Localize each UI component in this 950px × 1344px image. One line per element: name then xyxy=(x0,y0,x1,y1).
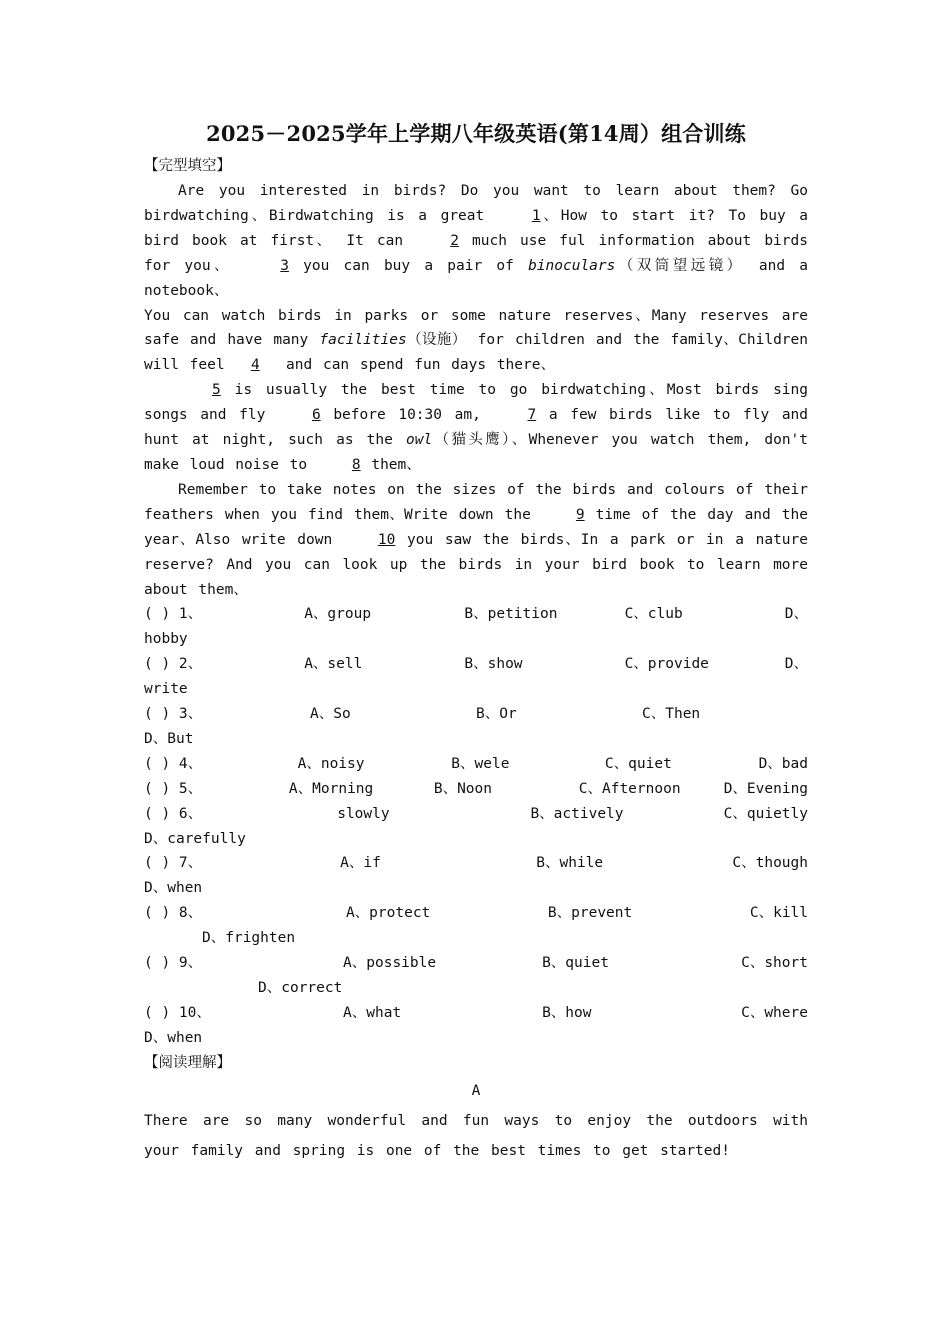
cloze-paragraph-1: Are you interested in birds? Do you want to learn about them? Go birdwatching、Birdwatching is a great 1、How to start it? To buy a bird book at first、 It can 2 much use ful information about birds for you、 3 you can buy a pair of binoculars（双筒望远镜） and a notebook、 xyxy=(144,183,808,299)
blank-4: 4 xyxy=(250,357,260,374)
cloze-paragraph-3: 5 is usually the best time to go birdwatching、Most birds sing songs and fly 6 before 10:30 am, 7 a few birds like to fly and hunt at night, such as the owl（猫头鹰）、Whenever you watch them, don't make loud noise to 8 them、 xyxy=(144,378,808,478)
blank-6: 6 xyxy=(311,407,321,424)
page-title: 2025－2025学年上学期八年级英语(第14周）组合训练 xyxy=(206,121,746,146)
term-owl-note: （猫头鹰） xyxy=(432,432,512,449)
blank-7: 7 xyxy=(527,407,537,424)
term-binoculars-note: （双筒望远镜） xyxy=(615,257,745,274)
question-item: ( ) 3、 A、So B、Or C、Then D、But xyxy=(144,706,701,747)
passage-label: A xyxy=(471,1082,481,1099)
question-item: ( ) 1、 A、group B、petition C、club D、 hobby xyxy=(144,606,808,648)
blank-2: 2 xyxy=(450,232,459,249)
question-item: ( ) 5、 A、Morning B、Noon C、Afternoon D、Evening xyxy=(144,780,809,797)
cloze-paragraph-4: Remember to take notes on the sizes of the birds and colours of their feathers when you find them、Write down the 9 time of the day and the year、Also write down 10 you saw the birds、In a park or in a nature reserve? And you can look up the birds in your bird book to learn more about them、 xyxy=(144,481,808,598)
reading-heading: 【阅读理解】 xyxy=(144,1054,231,1071)
question-item: ( ) 10、 A、what B、how C、where D、when xyxy=(144,1004,808,1046)
term-facilities: facilities xyxy=(319,332,407,349)
reading-paragraph-1: There are so many wonderful and fun ways to enjoy the outdoors with your family and spring is one of the best times to get started! xyxy=(144,1112,808,1159)
question-item: ( ) 7、 A、if B、while C、though D、when xyxy=(144,855,808,897)
question-item: ( ) 2、 A、sell B、show C、provide D、 write xyxy=(144,656,808,698)
question-item: ( ) 6、 slowly B、actively C、quietly D、carefully xyxy=(144,805,808,847)
term-facilities-note: （设施） xyxy=(406,332,467,349)
blank-5: 5 xyxy=(212,382,221,399)
question-item: ( ) 9、 A、possible B、quiet C、short D、correct xyxy=(144,955,808,996)
blank-3: 3 xyxy=(280,257,289,274)
term-binoculars: binoculars xyxy=(528,257,616,274)
document-page xyxy=(144,118,808,1166)
cloze-heading: 【完型填空】 xyxy=(144,158,231,174)
blank-10: 10 xyxy=(377,531,396,548)
term-owl: owl xyxy=(405,432,433,449)
blank-9: 9 xyxy=(575,506,585,523)
question-item: ( ) 4、 A、noisy B、wele C、quiet D、bad xyxy=(144,755,808,772)
question-item: ( ) 8、 A、protect B、prevent C、kill D、frighten xyxy=(144,905,809,947)
blank-8: 8 xyxy=(351,456,361,473)
cloze-paragraph-2: You can watch birds in parks or some nature reserves、Many reserves are safe and have many facilities（设施） for children and the family、Children will feel 4 and can spend fun days there、 xyxy=(144,304,808,379)
blank-1: 1 xyxy=(531,207,541,224)
question-list xyxy=(144,602,808,1050)
